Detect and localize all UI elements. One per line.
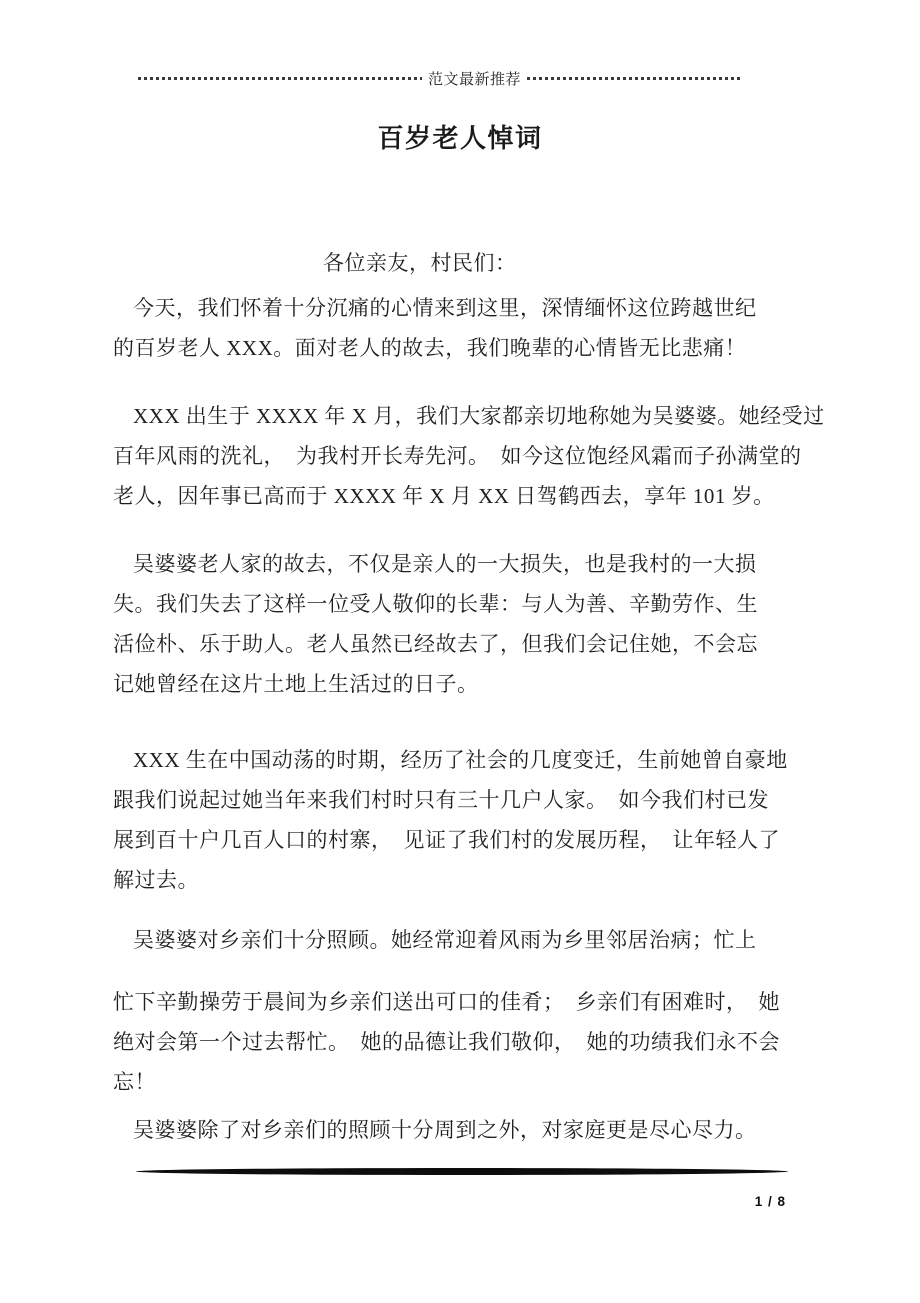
document-body (113, 243, 825, 1150)
paragraph (113, 288, 794, 368)
paragraph (113, 1110, 794, 1150)
body-line: 失。我们失去了这样一位受人敬仰的长辈：与人为善、辛勤劳作、生 (113, 592, 758, 616)
page-number: 1 / 8 (754, 1194, 786, 1209)
body-line: 解过去。 (113, 868, 199, 892)
paragraph (113, 982, 794, 1102)
body-line: 展到百十户几百人口的村寨， 见证了我们村的发展历程， 让年轻人了 (113, 828, 780, 852)
paragraph (113, 396, 825, 516)
body-line: 吴婆婆除了对乡亲们的照顾十分周到之外，对家庭更是尽心尽力。 (133, 1118, 757, 1142)
body-line: 忘！ (113, 1070, 156, 1094)
body-line: 记她曾经在这片土地上生活过的日子。 (113, 672, 479, 696)
salutation-line: 各位亲友，村民们： (323, 251, 517, 275)
body-line: 忙下辛勤操劳于晨间为乡亲们送出可口的佳肴； 乡亲们有困难时， 她 (113, 990, 780, 1014)
body-line: XXX 生在中国动荡的时期，经历了社会的几度变迁，生前她曾自豪地 (133, 748, 788, 772)
header-dashed-rule-right (527, 77, 740, 80)
body-line: XXX 出生于 XXXX 年 X 月，我们大家都亲切地称她为吴婆婆。她经受过 (133, 404, 825, 428)
body-line: 的百岁老人 XXX。面对老人的故去，我们晚辈的心情皆无比悲痛！ (113, 336, 747, 360)
body-line: 老人，因年事已高而于 XXXX 年 X 月 XX 日驾鹤西去，享年 101 岁。 (113, 484, 775, 508)
body-line: 吴婆婆老人家的故去，不仅是亲人的一大损失，也是我村的一大损 (133, 552, 757, 576)
header-label: 范文最新推荐 (428, 72, 522, 88)
page-title: 百岁老人悼词 (377, 124, 543, 153)
body-line: 百年风雨的洗礼， 为我村开长寿先河。 如今这位饱经风霜而子孙满堂的 (113, 444, 802, 468)
paragraph (113, 920, 794, 960)
paragraph (113, 544, 794, 704)
header (138, 68, 740, 89)
body-line: 吴婆婆对乡亲们十分照顾。她经常迎着风雨为乡里邻居治病；忙上 (133, 928, 757, 952)
footer-divider-rule (136, 1168, 788, 1175)
header-dashed-rule-left (138, 77, 422, 80)
body-line: 跟我们说起过她当年来我们村时只有三十几户人家。 如今我们村已发 (113, 788, 769, 812)
body-line: 今天，我们怀着十分沉痛的心情来到这里，深情缅怀这位跨越世纪 (133, 296, 757, 320)
body-line: 绝对会第一个过去帮忙。 她的品德让我们敬仰， 她的功绩我们永不会 (113, 1030, 780, 1054)
body-line: 活俭朴、乐于助人。老人虽然已经故去了，但我们会记住她，不会忘 (113, 632, 758, 656)
paragraph (113, 740, 794, 900)
